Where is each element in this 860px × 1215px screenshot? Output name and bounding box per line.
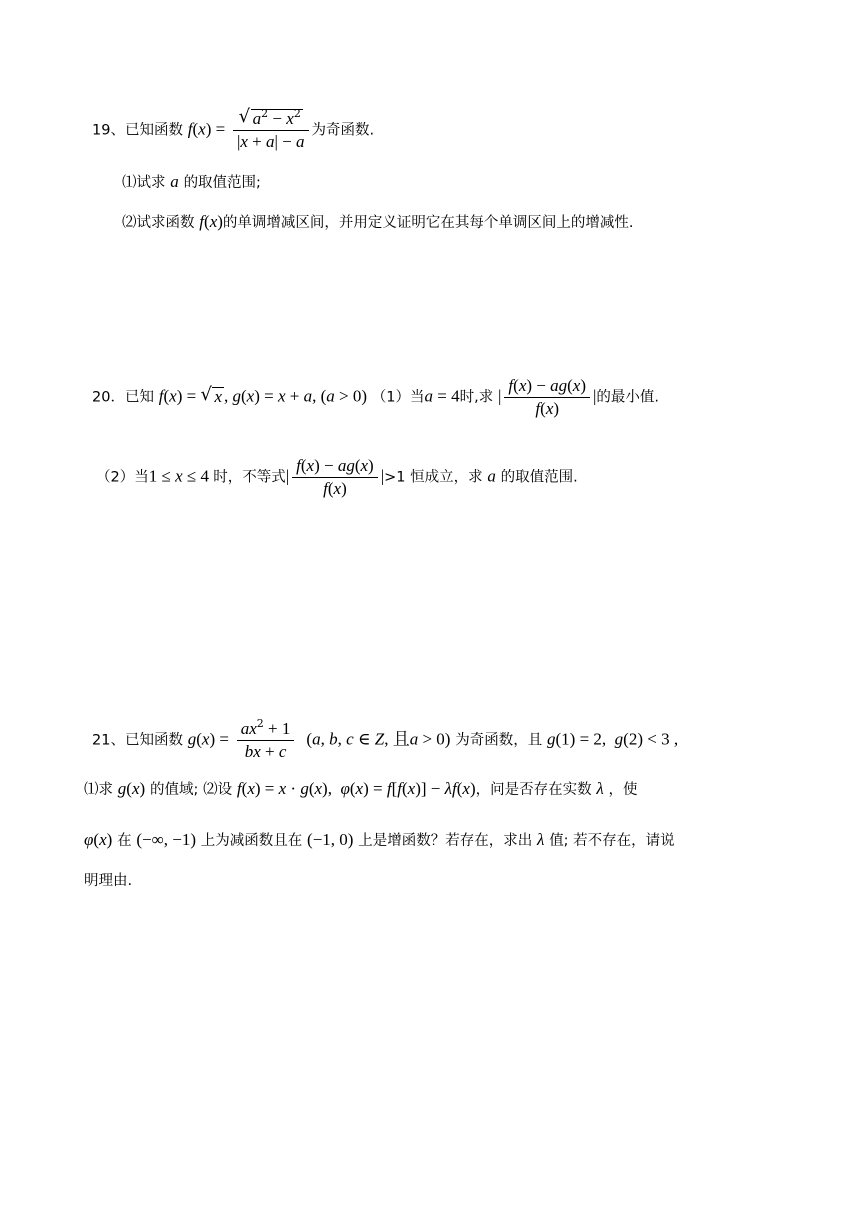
q19-tail: 为奇函数. [311, 122, 375, 139]
q20-line1: 20．已知 f(x) = √ x , g(x) = x + a, (a > 0) （1）当a = 4时,求 | $\frac{f(x) - ag(x)}{f(x)}$ |的最小值. [92, 376, 660, 418]
q19-part1-text-a: 试求 [136, 175, 166, 191]
q21-line4 [84, 870, 132, 891]
q19-fraction: √ $a^2 - x^2$ |x + a| − a [233, 108, 309, 153]
q20-part2: （2）当1 ≤ x ≤ 4 时，不等式| $\frac{f(x) - ag(x)}{f(x)}$ |>1 恒成立，求 a 的取值范围. [96, 456, 578, 498]
q19-line1: 19、已知函数 f(x) = √ $a^2 - x^2$ |x + a| − a 为奇函数. [92, 106, 375, 151]
q19-part2-text-a: 试求函数 [136, 215, 195, 231]
q19-intro: 已知函数 [124, 122, 183, 139]
q21-part2-text-b: ，问是否存在实数 [475, 782, 592, 798]
q21-line3-text-d: 值; 若不存在，请说 [549, 833, 675, 849]
q21-line1: 21、已知函数 g(x) = $\frac{ax^2 + 1}{bx + c}$ (a, b, c ∈ Z, 且a > 0) 为奇函数，且 g(1) = 2, g(2) < 3 , [92, 717, 679, 761]
q20-number: 20． [92, 389, 125, 406]
q20-part2-text-c: >1 恒成立，求 [384, 469, 483, 486]
q20-part2-text-b: 时，不等式 [213, 469, 286, 486]
q20-fraction-2: $\frac{f(x) - ag(x)}{f(x)}$ [292, 455, 378, 500]
q19-fx: f [187, 119, 193, 139]
q20-part2-text-a: （2）当 [96, 469, 149, 486]
q19-part2-num: ⑵ [122, 215, 137, 231]
q21-fraction: $\frac{ax^2 + 1}{bx + c}$ [237, 718, 295, 763]
q21-line2: ⑴求 g(x) 的值域; ⑵设 f(x) = x · g(x), φ(x) = f[f(x)] − λf(x)，问是否存在实数 λ ，使 [84, 779, 638, 798]
q21-intro: 已知函数 [124, 732, 183, 749]
q19-part1-num: ⑴ [122, 175, 137, 191]
q21-part2-text-c: ，使 [608, 782, 638, 798]
q19-number: 19、 [92, 122, 125, 139]
q19-part2: ⑵试求函数 f(x)的单调增减区间，并用定义证明它在其每个单调区间上的增减性. [122, 212, 634, 231]
q21-line4-text: 明理由. [84, 873, 133, 889]
q21-number: 21、 [92, 732, 125, 749]
q21-part1-num: ⑴ [84, 782, 99, 798]
q21-line3-text-a: 在 [117, 833, 132, 849]
q21-line3-text-b: 上为减函数且在 [200, 833, 303, 849]
q20-mid: （1）当 [371, 389, 425, 406]
q20-cond: 时,求 [459, 389, 494, 406]
q20-intro: 已知 [124, 389, 154, 406]
q21-part1-text-a: 求 [98, 782, 113, 798]
q21-line3: φ(x) 在 (−∞, −1) 上为减函数且在 (−1, 0) 上是增函数？若存在，求出 λ 值; 若不存在，请说 [84, 830, 675, 849]
q21-part2-text-a: 设 [217, 782, 233, 798]
q21-line3-text-c: 上是增函数？若存在，求出 [358, 833, 533, 849]
q21-part1-text-b: 的值域; [149, 782, 199, 798]
q19-part1: ⑴试求 a 的取值范围; [122, 172, 261, 191]
q20-tail: 的最小值. [596, 389, 660, 406]
q19-part2-text-b: 的单调增减区间，并用定义证明它在其每个单调区间上的增减性. [222, 215, 634, 231]
q20-fraction-1: $\frac{f(x) - ag(x)}{f(x)}$ [504, 375, 590, 420]
q19-part1-text-b: 的取值范围; [183, 175, 261, 191]
q21-part2-num: ⑵ [203, 782, 218, 798]
q20-part2-text-d: 的取值范围. [500, 469, 578, 486]
q21-tail: 为奇函数，且 [455, 732, 543, 749]
